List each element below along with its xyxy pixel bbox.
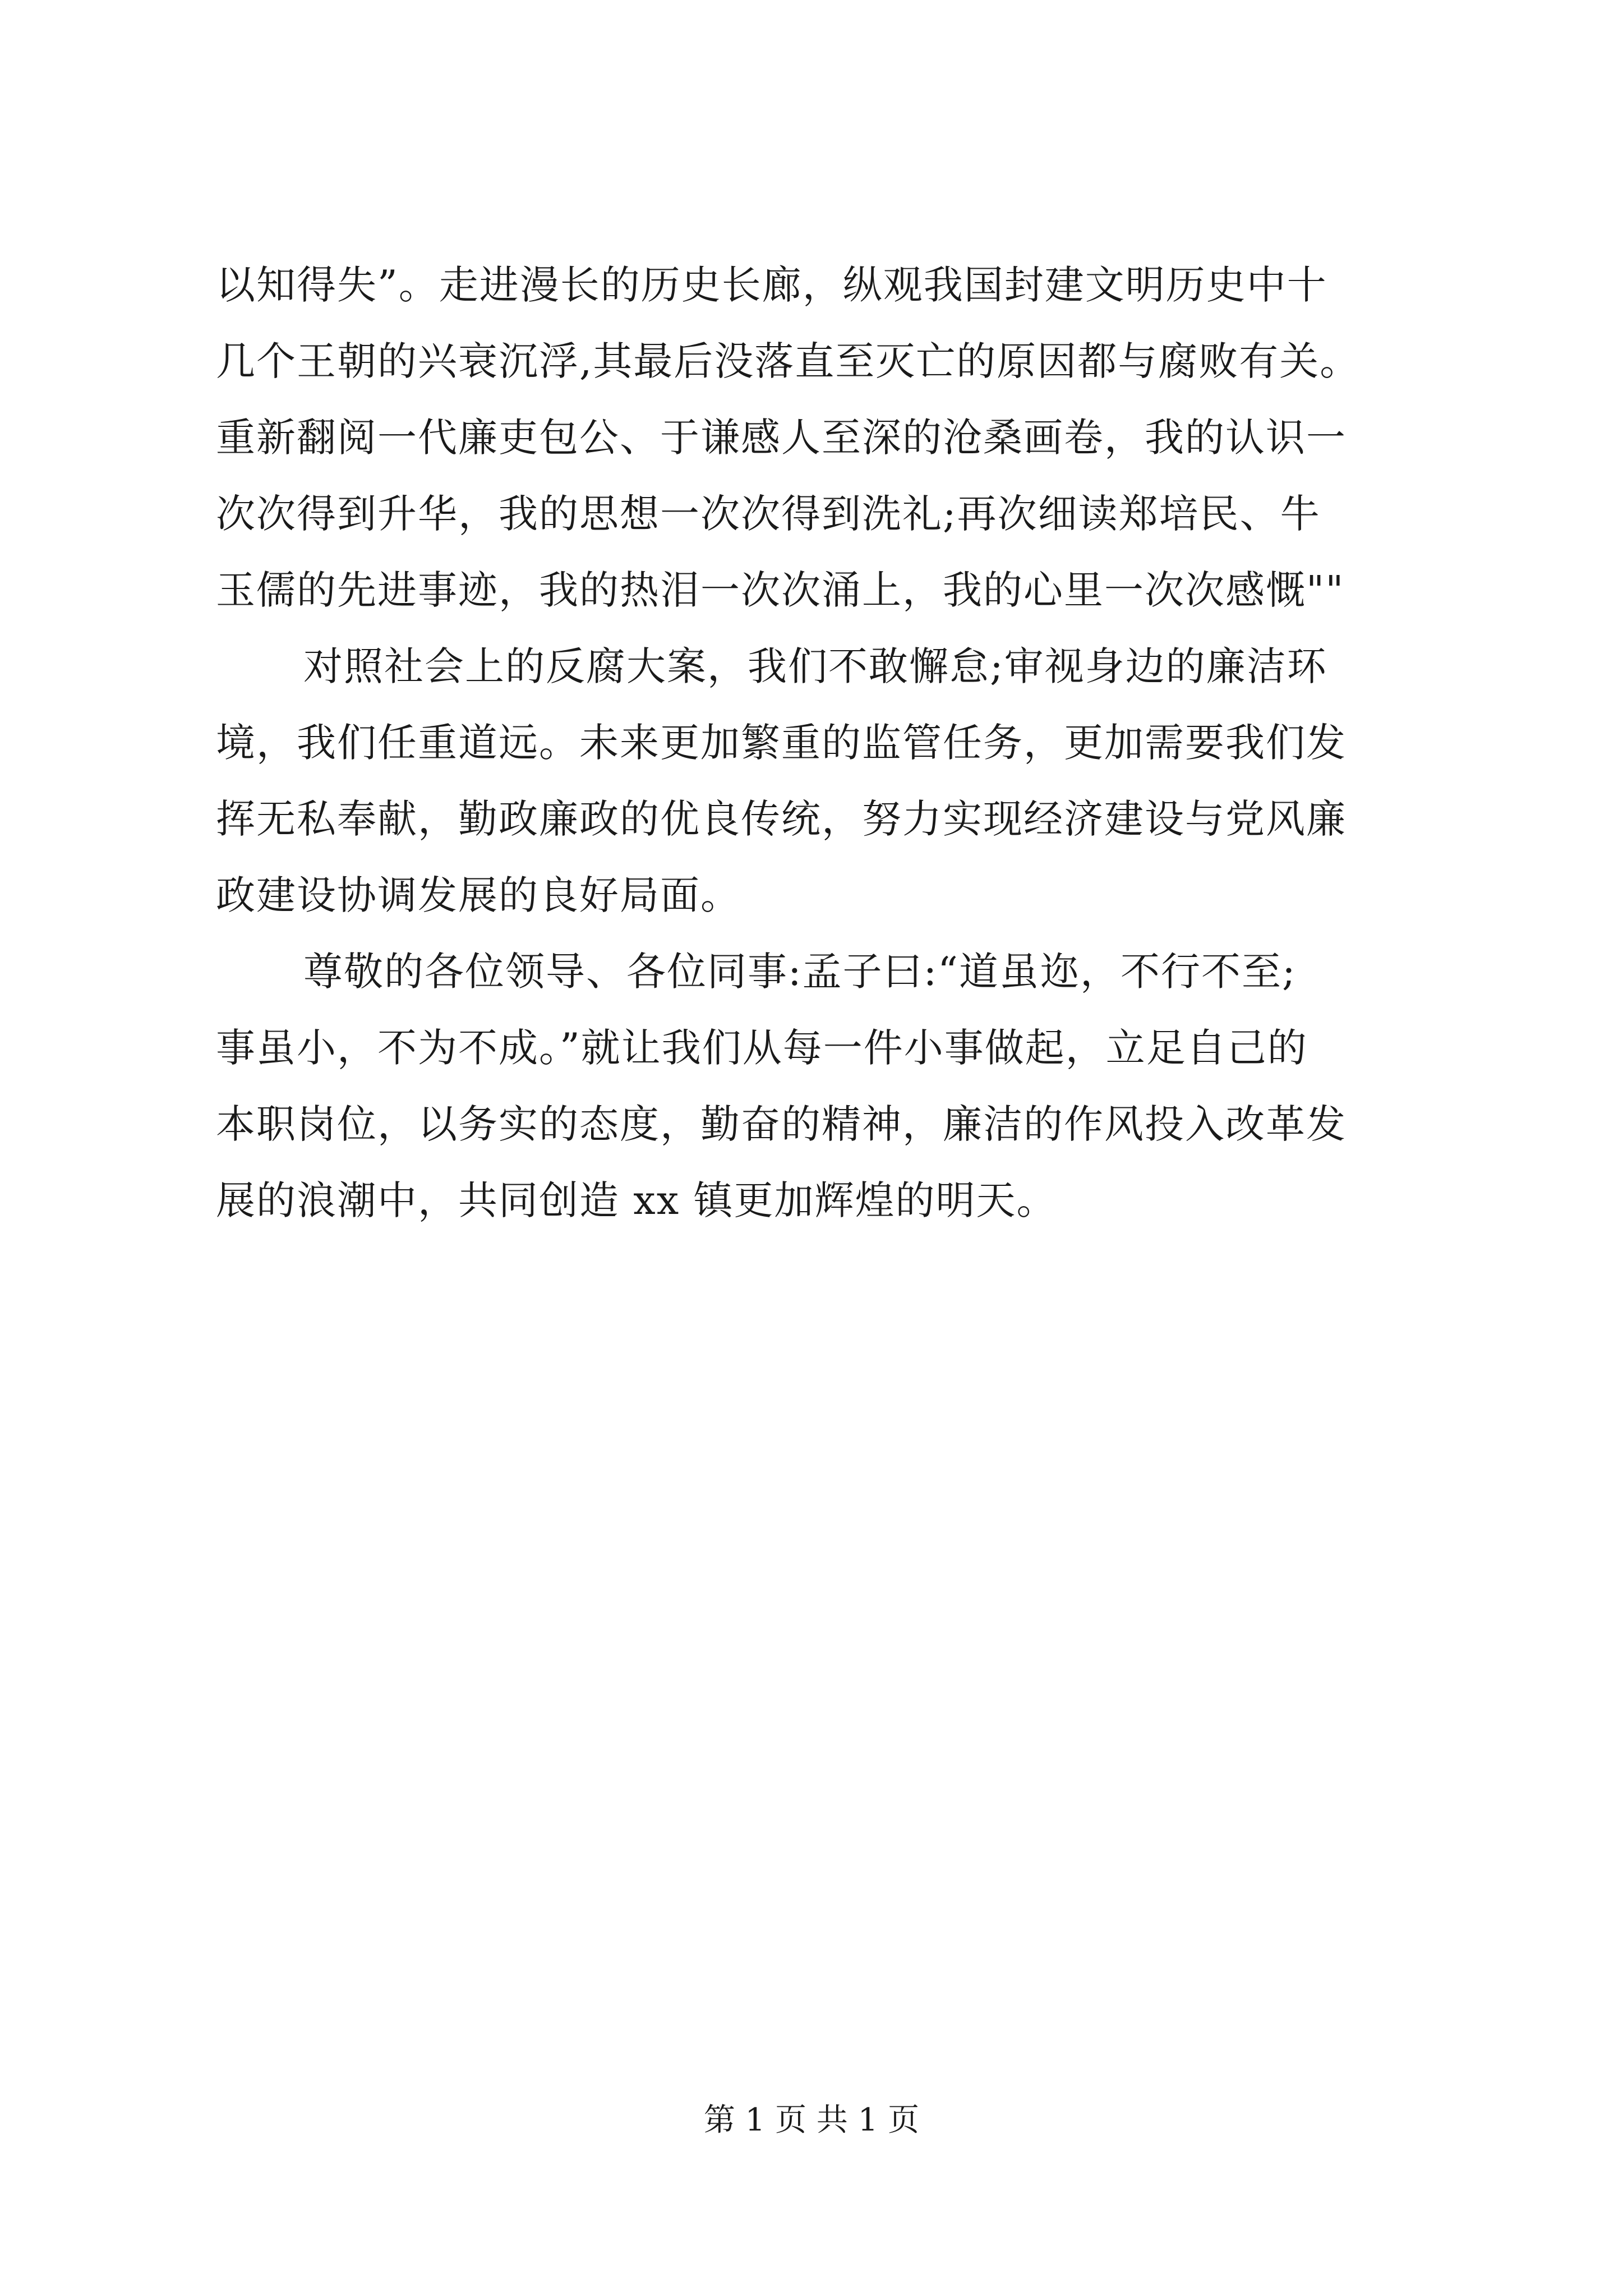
paragraph-3-line-1: 尊敬的各位领导、各位同事:孟子曰:“道虽迩，不行不至;: [303, 949, 1297, 995]
paragraph-1-line-1: 以知得失”。走进漫长的历史长廊，纵观我国封建文明历史中十: [216, 262, 1327, 308]
paragraph-3-line-2: 事虽小，不为不成。”就让我们从每一件小事做起，立足自己的: [216, 1025, 1308, 1071]
paragraph-1-line-3: 重新翻阅一代廉吏包公、于谦感人至深的沧桑画卷，我的认识一: [216, 415, 1347, 461]
paragraph-3-line-3: 本职岗位，以务实的态度，勤奋的精神，廉洁的作风投入改革发: [216, 1101, 1347, 1147]
paragraph-1-line-4: 次次得到升华，我的思想一次次得到洗礼;再次细读郑培民、牛: [216, 491, 1321, 537]
page-footer: 第 1 页 共 1 页: [703, 2102, 920, 2138]
paragraph-2-line-3: 挥无私奉献，勤政廉政的优良传统，努力实现经济建设与党风廉: [216, 796, 1347, 842]
paragraph-3-line-4: 展的浪潮中，共同创造 xx 镇更加辉煌的明天。: [216, 1177, 1057, 1223]
document-body: [216, 258, 1450, 1250]
paragraph-2-line-2: 境，我们任重道远。未来更加繁重的监管任务，更加需要我们发: [216, 720, 1347, 766]
paragraph-1-line-2: 几个王朝的兴衰沉浮,其最后没落直至灭亡的原因都与腐败有关。: [216, 338, 1361, 384]
paragraph-2-line-4: 政建设协调发展的良好局面。: [216, 872, 741, 918]
paragraph-1-line-5: 玉儒的先进事迹，我的热泪一次次涌上，我的心里一次次感慨"": [216, 567, 1345, 613]
paragraph-2-line-1: 对照社会上的反腐大案，我们不敢懈怠;审视身边的廉洁环: [303, 643, 1327, 689]
